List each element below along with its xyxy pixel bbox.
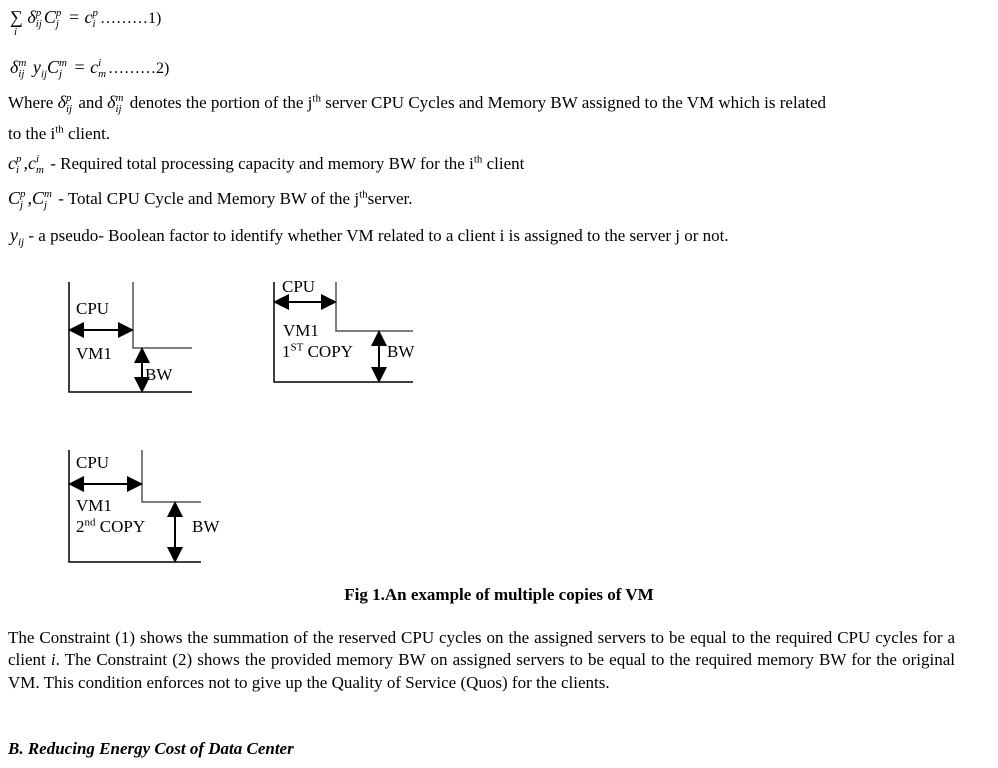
where-line2-a: to the i bbox=[8, 124, 56, 143]
d2-copy-label: 1ST COPY bbox=[282, 341, 353, 361]
eq2-number: 2) bbox=[156, 60, 170, 78]
d3-bw-label: BW bbox=[192, 517, 220, 536]
section-heading: B. Reducing Energy Cost of Data Center bbox=[8, 739, 294, 758]
def-y-text: - a pseudo- Boolean factor to identify whether VM related to a client i is assigned to the server j or not. bbox=[28, 226, 729, 245]
figure-caption: Fig 1.An example of multiple copies of VM bbox=[344, 585, 654, 604]
def-C-end: server. bbox=[367, 189, 413, 209]
d1-bw-label: BW bbox=[145, 365, 173, 384]
d2-cpu-label: CPU bbox=[282, 277, 316, 296]
equation-2: δ m ij $y_{ij}C$ m j = c i m ………2) bbox=[10, 57, 170, 81]
def-C-text: - Total CPU Cycle and Memory BW of the j bbox=[58, 189, 360, 209]
eq1-number: 1) bbox=[148, 10, 162, 28]
def-c-sup: th bbox=[473, 153, 483, 166]
definition-c: c p i ,c i m - Required total processing capacity and memory BW for the $i^{th}$ client bbox=[8, 153, 525, 176]
def-c-text: - Required total processing capacity and memory BW for the i bbox=[50, 154, 474, 174]
where-sup: th bbox=[312, 92, 321, 105]
d1-vm-label: VM1 bbox=[76, 344, 112, 363]
definition-C: C p j ,C m j - Total CPU Cycle and Memory BW of the $j^{th}server$. bbox=[8, 188, 413, 211]
where-word: Where bbox=[8, 93, 54, 113]
eq2-dots: ……… bbox=[108, 60, 157, 78]
d2-bw-label: BW bbox=[387, 342, 415, 361]
where-text: denotes the portion of the j bbox=[129, 93, 313, 113]
where-line2-b: client. bbox=[68, 124, 111, 143]
where-text2: server CPU Cycles and Memory BW assigned to the VM which is related bbox=[325, 93, 827, 113]
and-word: and bbox=[78, 93, 103, 113]
definition-y: $y_{ij}$ - a pseudo- Boolean factor to identify whether VM related to a client i is assigned to the server j or not. bbox=[10, 225, 729, 249]
def-c-end: client bbox=[486, 154, 525, 174]
where-line: Where δ p ij and δ m ij denotes the portion of the $j^{th}$ server CPU Cycles and Memory BW assigned to the VM which is related bbox=[8, 92, 827, 115]
equation-1: ∑ i δ p ij C p j = c p i ………1) bbox=[10, 7, 162, 39]
d3-vm-label: VM1 bbox=[76, 496, 112, 515]
body-paragraph: The Constraint (1) shows the summation of the reserved CPU cycles on the assigned servers to be equal to the required CPU cycles for a client i. The Constraint (2) shows the provided memory BW on assigned servers to be equal to the required memory BW for the original VM. This condition enforces not to give up the Quality of Service (Quos) for the clients. bbox=[8, 628, 956, 692]
d3-cpu-label: CPU bbox=[76, 453, 110, 472]
where-line2-sup: th bbox=[55, 123, 64, 136]
def-C-sup: th bbox=[359, 188, 368, 201]
d3-copy-label: 2nd COPY bbox=[76, 516, 146, 536]
d1-cpu-label: CPU bbox=[76, 299, 110, 318]
eq1-dots: ……… bbox=[100, 10, 148, 28]
d2-vm-label: VM1 bbox=[283, 321, 319, 340]
